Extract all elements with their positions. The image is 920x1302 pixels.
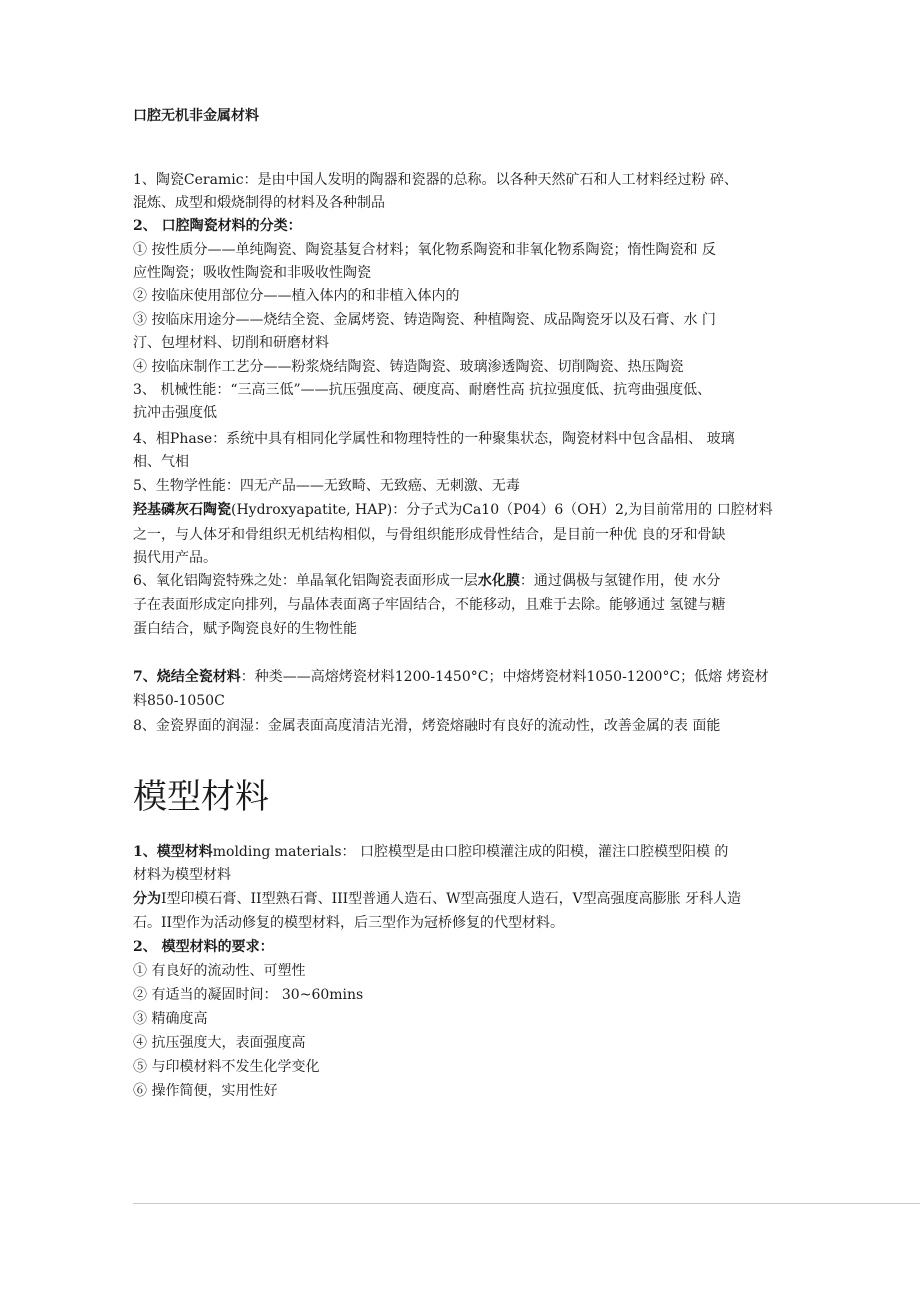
classification-line-1 <box>133 889 741 909</box>
item-7-term: 7、烧结全瓷材料 <box>133 669 241 685</box>
model-1-term: 1、模型材料 <box>133 844 213 860</box>
class-3-line-2: 汀、包埋材料、切削和研磨材料 <box>133 335 329 351</box>
class-1-line-1: ① 按性质分——单纯陶瓷、陶瓷基复合材料；氧化物系陶瓷和非氧化物系陶瓷；惰性陶瓷和 反 <box>133 242 716 258</box>
section-heading: 模型材料 <box>133 777 269 817</box>
classification-line-1-text: I型印模石膏、II型熟石膏、III型普通人造石、W型高强度人造石，V型高强度高膨胀 牙科人造 <box>161 891 742 907</box>
classification-term: 分为 <box>133 891 161 907</box>
item-5: 5、生物学性能：四无产品——无致畸、无致癌、无刺激、无毒 <box>133 478 520 494</box>
requirement-6: ⑥ 操作简便，实用性好 <box>133 1083 278 1099</box>
hap-line-2: 之一，与人体牙和骨组织无机结构相似，与骨组织能形成骨性结合，是目前一种优 良的牙和骨缺 <box>133 527 726 543</box>
class-4: ④ 按临床制作工艺分——粉浆烧结陶瓷、铸造陶瓷、玻璃渗透陶瓷、切削陶瓷、热压陶瓷 <box>133 359 684 375</box>
item-6-text-a: 6、氧化铝陶瓷特殊之处：单晶氧化铝陶瓷表面形成一层 <box>133 573 478 589</box>
model-1-line-2: 材料为模型材料 <box>133 867 231 883</box>
item-6-line-2: 子在表面形成定向排列，与晶体表面离子牢固结合，不能移动，且难于去除。能够通过 氢键与糖 <box>133 597 726 613</box>
item-3-line-2: 抗冲击强度低 <box>133 405 217 421</box>
footer-divider <box>133 1203 920 1204</box>
item-6-line-1 <box>133 571 720 591</box>
hap-term: 羟基磷灰石陶瓷 <box>133 502 231 518</box>
class-1-line-2: 应性陶瓷；吸收性陶瓷和非吸收性陶瓷 <box>133 265 371 281</box>
item-7-line-2: 料850-1050C <box>133 693 225 709</box>
item-1-line-1: 1、陶瓷Ceramic：是由中国人发明的陶器和瓷器的总称。以各种天然矿石和人工材料经过粉 碎、 <box>133 172 738 188</box>
item-1-line-2: 混炼、成型和煅烧制得的材料及各种制品 <box>133 195 385 211</box>
item-4-line-1: 4、相Phase：系统中具有相同化学属性和物理特性的一种聚集状态，陶瓷材料中包含晶相、 玻璃 <box>133 431 735 447</box>
document-title: 口腔无机非金属材料 <box>133 108 259 124</box>
classification-line-2: 石。II型作为活动修复的模型材料，后三型作为冠桥修复的代型材料。 <box>133 915 565 931</box>
requirement-5: ⑤ 与印模材料不发生化学变化 <box>133 1059 320 1075</box>
item-4-line-2: 相、气相 <box>133 454 189 470</box>
item-6-text-b: ：通过偶极与氢键作用，使 水分 <box>519 573 721 589</box>
model-1-line-1 <box>133 842 728 862</box>
class-3-line-1: ③ 按临床用途分——烧结全瓷、金属烤瓷、铸造陶瓷、种植陶瓷、成品陶瓷牙以及石膏、水 门 <box>133 312 716 328</box>
item-2-heading: 2、 口腔陶瓷材料的分类： <box>133 218 302 234</box>
model-2-heading: 2、 模型材料的要求： <box>133 939 274 955</box>
requirement-3: ③ 精确度高 <box>133 1011 208 1027</box>
hydration-film-term: 水化膜 <box>477 573 520 589</box>
requirement-2: ② 有适当的凝固时间： 30~60mins <box>133 987 364 1003</box>
item-8: 8、金瓷界面的润湿：金属表面高度清洁光滑，烤瓷熔融时有良好的流动性，改善金属的表 面能 <box>133 718 721 734</box>
class-2: ② 按临床使用部位分——植入体内的和非植入体内的 <box>133 288 460 304</box>
hap-line-1 <box>133 500 773 520</box>
item-6-line-3: 蛋白结合，赋予陶瓷良好的生物性能 <box>133 621 357 637</box>
item-7-line-1 <box>133 667 769 687</box>
item-7-line-1-text: ：种类——高熔烤瓷材料1200-1450°C；中熔烤瓷材料1050-1200°C；低熔 烤瓷材 <box>240 669 769 685</box>
hap-line-1-text: (Hydroxyapatite, HAP)：分子式为Ca10（P04）6（OH）2,为目前常用的 口腔材料 <box>231 502 773 518</box>
hap-line-3: 损代用产品。 <box>133 550 217 566</box>
requirement-1: ① 有良好的流动性、可塑性 <box>133 963 306 979</box>
requirement-4: ④ 抗压强度大，表面强度高 <box>133 1035 306 1051</box>
item-3-line-1: 3、 机械性能：“三高三低”——抗压强度高、硬度高、耐磨性高 抗拉强度低、抗弯曲强度低、 <box>133 382 712 398</box>
model-1-line-1-text: molding materials： 口腔模型是由口腔印模灌注成的阳模，灌注口腔模型阳模 的 <box>212 844 729 860</box>
